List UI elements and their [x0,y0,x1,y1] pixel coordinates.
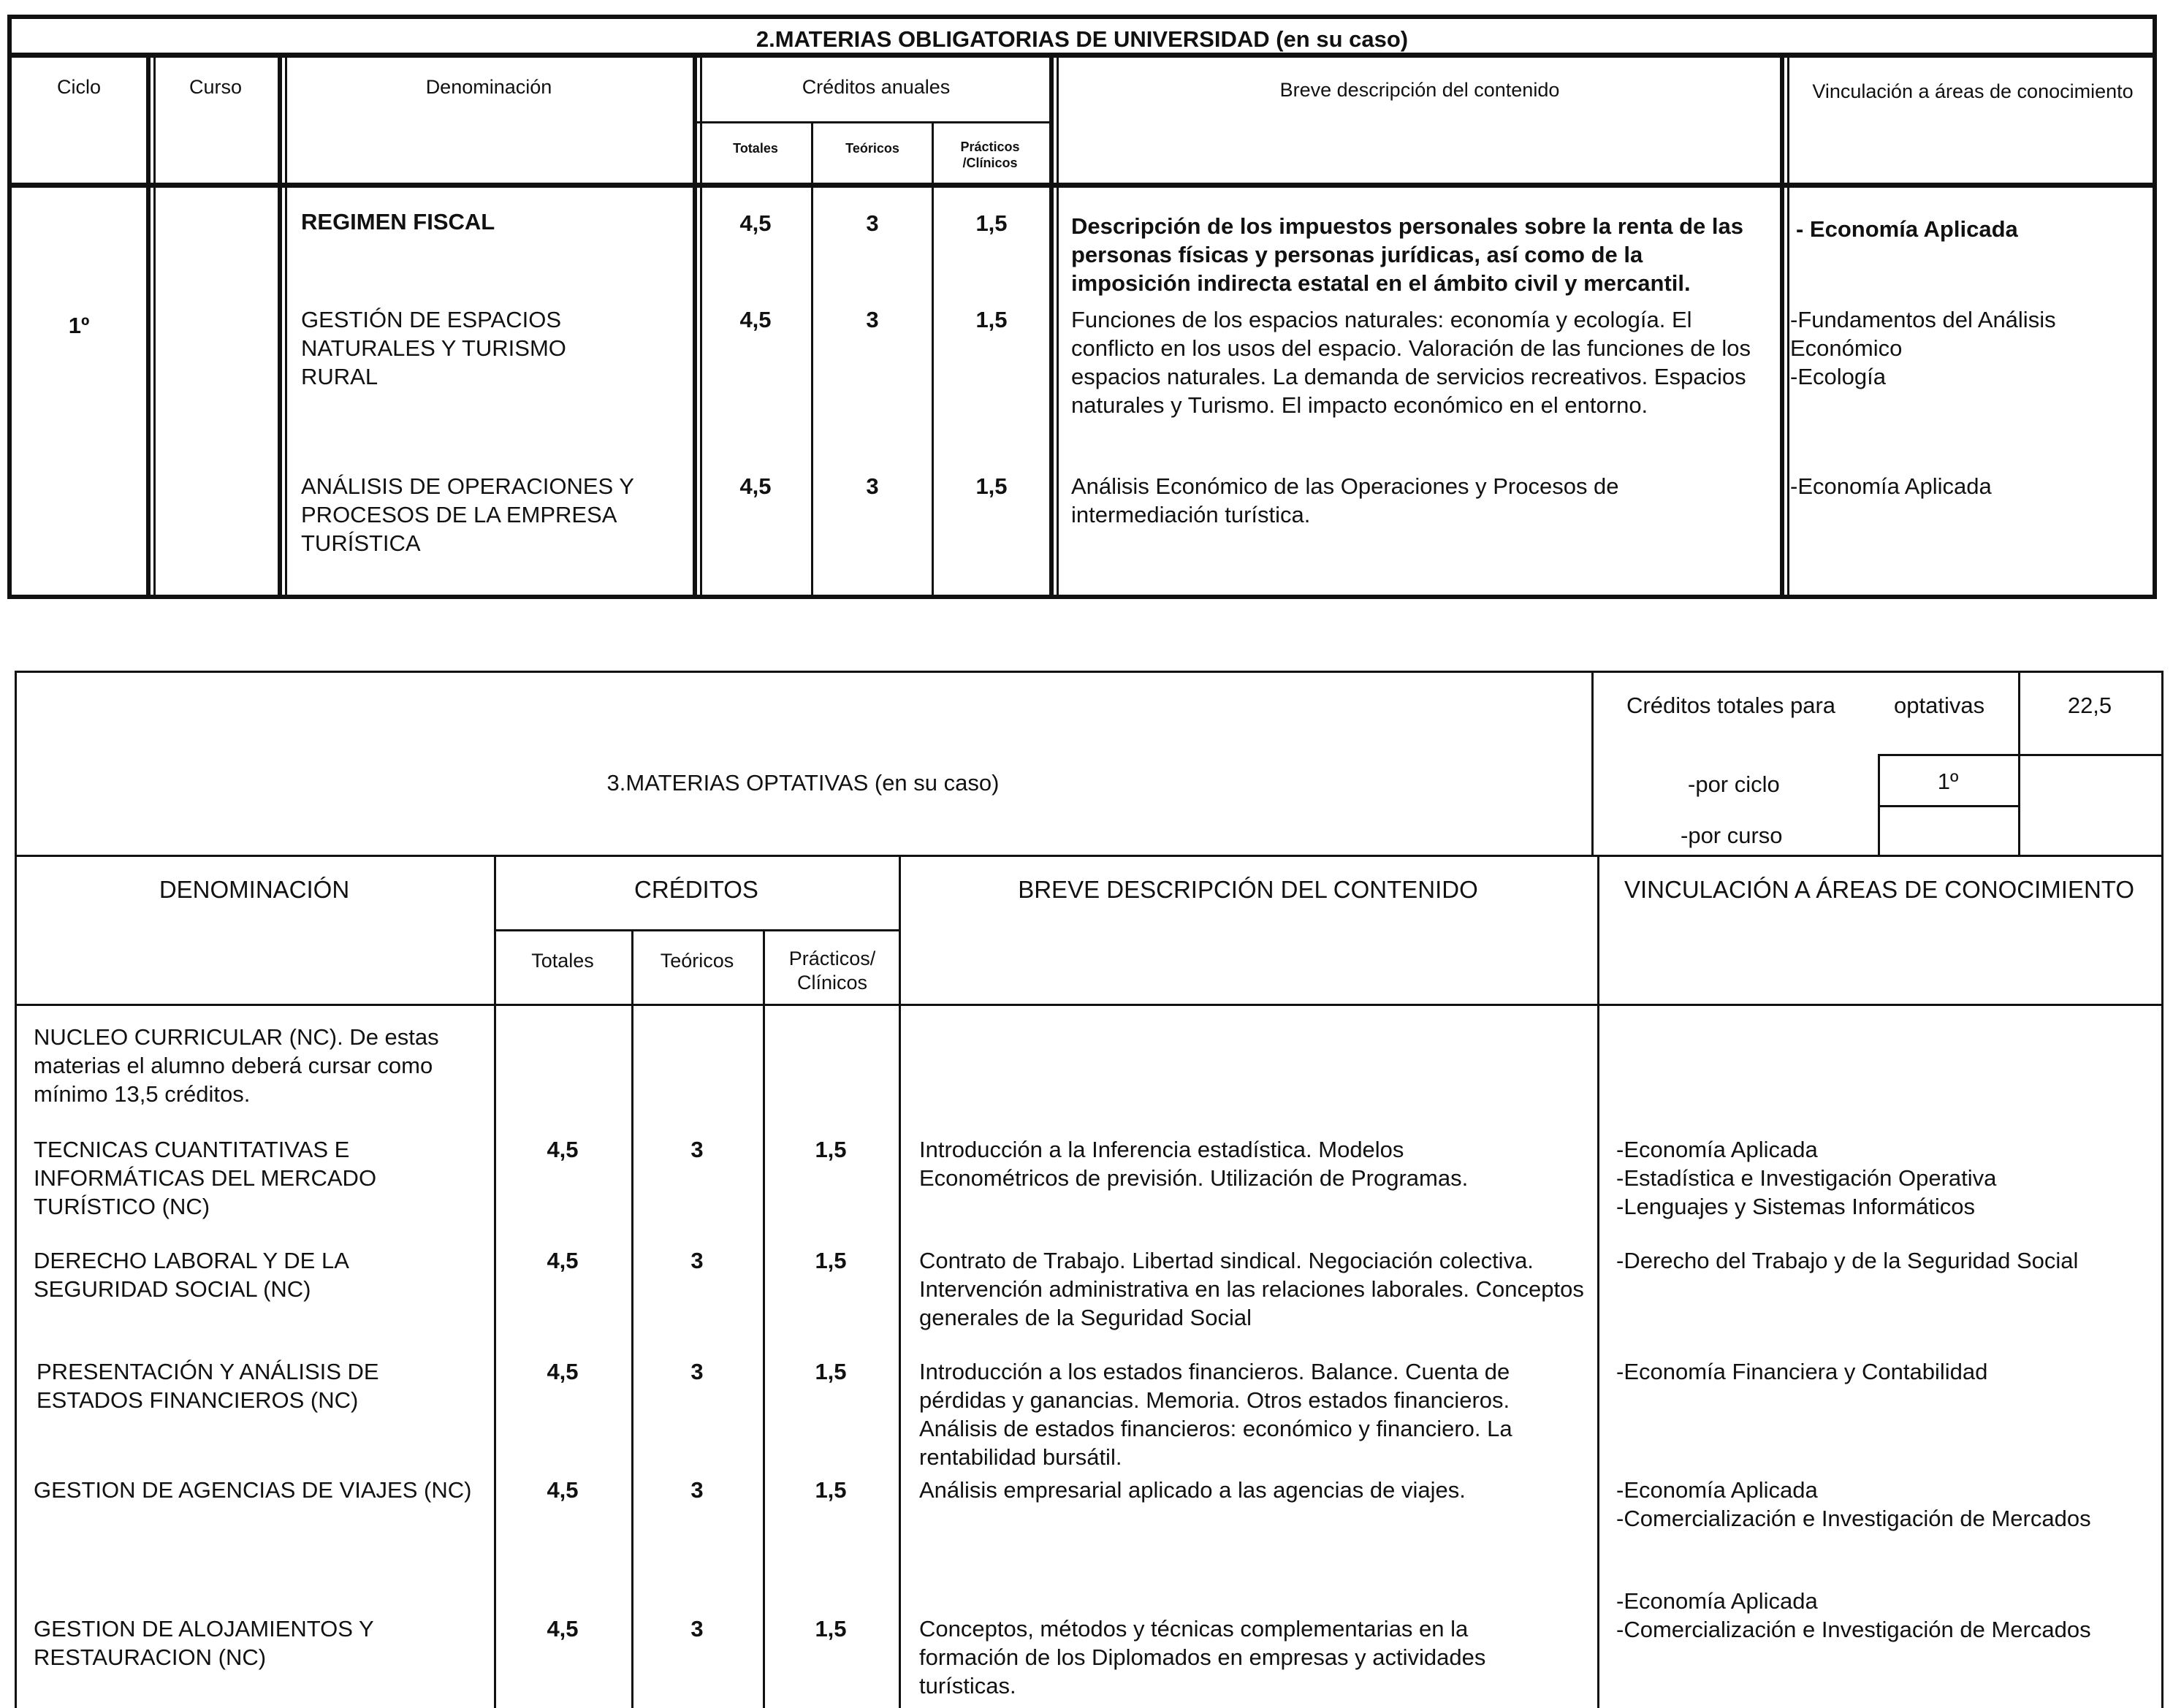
row-descripcion: Introducción a los estados financieros. Balance. Cuenta de pérdidas y ganancias. Memoria. Otros estados financieros. Análisis de estados financieros: económico y financiero. La rentabilidad bursátil. [919,1359,1512,1470]
creditos-totales-value: 22,5 [2067,693,2112,718]
row-teoricos: 3 [690,1616,704,1642]
row-descripcion: Introducción a la Inferencia estadística. Modelos Econométricos de previsión. Utilización de Programas. [919,1137,1469,1191]
row-vinculacion: -Economía Aplicada -Comercialización e Investigación de Mercados [1616,1588,2091,1642]
row-descripcion: Descripción de los impuestos personales sobre la renta de las personas físicas y personas jurídicas, así como de la imposición indirecta estatal en el ámbito civil y mercantil. [1071,213,1743,296]
header-curso: Curso [189,76,243,98]
header-descripcion: Breve descripción del contenido [1279,79,1560,101]
header-teoricos: Teóricos [845,141,899,156]
row-teoricos: 3 [690,1359,704,1384]
header-vinculacion: Vinculación a áreas de conocimiento [1812,80,2134,102]
row-denominacion: REGIMEN FISCAL [301,209,495,235]
header-totales: Totales [531,950,594,972]
header-teoricos: Teóricos [660,950,734,972]
row-descripcion: Funciones de los espacios naturales: economía y ecología. El conflicto en los usos del espacio. Valoración de las funciones de los espacios naturales. La demanda de servicios recreativos. Espacios naturales y Turismo. El impacto económico en el entorno. [1071,307,1751,418]
row-totales: 4,5 [739,210,772,236]
row-descripcion: Análisis empresarial aplicado a las agencias de viajes. [919,1477,1466,1503]
header-practicos: Prácticos/ Clínicos [788,948,876,994]
row-vinculacion: -Derecho del Trabajo y de la Seguridad Social [1616,1248,2079,1273]
row-totales: 4,5 [547,1616,579,1642]
row-practicos: 1,5 [815,1477,847,1503]
row-teoricos: 3 [866,307,879,332]
row-totales: 4,5 [547,1477,579,1503]
header-practicos: Prácticos /Clínicos [960,140,1020,170]
row-denominacion: TECNICAS CUANTITATIVAS E INFORMÁTICAS DEL MERCADO TURÍSTICO (NC) [34,1137,377,1219]
row-vinculacion: -Economía Aplicada -Comercialización e Investigación de Mercados [1616,1477,2091,1531]
table-title: 2.MATERIAS OBLIGATORIAS DE UNIVERSIDAD (en su caso) [756,26,1409,52]
row-teoricos: 3 [690,1137,704,1162]
row-denominacion: GESTION DE ALOJAMIENTOS Y RESTAURACION (NC) [34,1616,374,1670]
optativas-title: 3.MATERIAS OPTATIVAS (en su caso) [606,770,1000,796]
header-creditos-anuales: Créditos anuales [802,76,951,98]
header-creditos: CRÉDITOS [634,876,758,903]
row-practicos: 1,5 [815,1616,847,1642]
row-descripcion: Análisis Económico de las Operaciones y Procesos de intermediación turística. [1071,473,1619,527]
row-totales: 4,5 [547,1248,579,1273]
row-vinculacion: -Fundamentos del Análisis Económico -Ecología [1790,307,2056,389]
por-curso-label: -por curso [1681,823,1783,848]
row-descripcion: Conceptos, métodos y técnicas complementarias en la formación de los Diplomados en empresas y actividades turísticas. [919,1616,1486,1699]
header-descripcion: BREVE DESCRIPCIÓN DEL CONTENIDO [1018,876,1478,903]
row-practicos: 1,5 [815,1359,847,1384]
row-practicos: 1,5 [815,1137,847,1162]
header-totales: Totales [733,141,778,156]
header-denominacion: Denominación [425,76,552,98]
por-ciclo-value: 1º [1937,769,1959,794]
row-practicos: 1,5 [815,1248,847,1273]
row-denominacion: ANÁLISIS DE OPERACIONES Y PROCESOS DE LA EMPRESA TURÍSTICA [301,473,634,556]
ciclo-value: 1º [68,313,90,338]
row-vinculacion: - Economía Aplicada [1796,216,2018,242]
header-vinculacion: VINCULACIÓN A ÁREAS DE CONOCIMIENTO [1624,876,2135,903]
row-totales: 4,5 [739,307,772,332]
por-ciclo-label: -por ciclo [1688,771,1780,797]
nucleo-note: NUCLEO CURRICULAR (NC). De estas materias el alumno deberá cursar como mínimo 13,5 créditos. [34,1024,439,1107]
row-teoricos: 3 [690,1477,704,1503]
row-practicos: 1,5 [975,210,1008,236]
row-denominacion: GESTION DE AGENCIAS DE VIAJES (NC) [34,1477,472,1503]
row-totales: 4,5 [547,1137,579,1162]
row-teoricos: 3 [690,1248,704,1273]
row-vinculacion: -Economía Aplicada -Estadística e Investigación Operativa -Lenguajes y Sistemas Informáticos [1616,1137,1997,1219]
row-teoricos: 3 [866,473,879,499]
optativas-label: optativas [1894,693,1985,718]
row-descripcion: Contrato de Trabajo. Libertad sindical. Negociación colectiva. Intervención administrativa en las relaciones laborales. Conceptos generales de la Seguridad Social [919,1248,1584,1330]
row-denominacion: GESTIÓN DE ESPACIOS NATURALES Y TURISMO RURAL [301,307,566,389]
row-totales: 4,5 [547,1359,579,1384]
row-teoricos: 3 [866,210,879,236]
header-denominacion: DENOMINACIÓN [159,876,350,903]
row-vinculacion: -Economía Financiera y Contabilidad [1616,1359,1988,1384]
creditos-totales-label: Créditos totales para [1626,693,1836,718]
row-denominacion: DERECHO LABORAL Y DE LA SEGURIDAD SOCIAL (NC) [34,1248,349,1302]
row-totales: 4,5 [739,473,772,499]
row-practicos: 1,5 [975,473,1008,499]
row-denominacion: PRESENTACIÓN Y ANÁLISIS DE ESTADOS FINANCIEROS (NC) [37,1359,379,1413]
row-vinculacion: -Economía Aplicada [1790,473,1992,499]
header-ciclo: Ciclo [56,76,101,98]
row-practicos: 1,5 [975,307,1008,332]
